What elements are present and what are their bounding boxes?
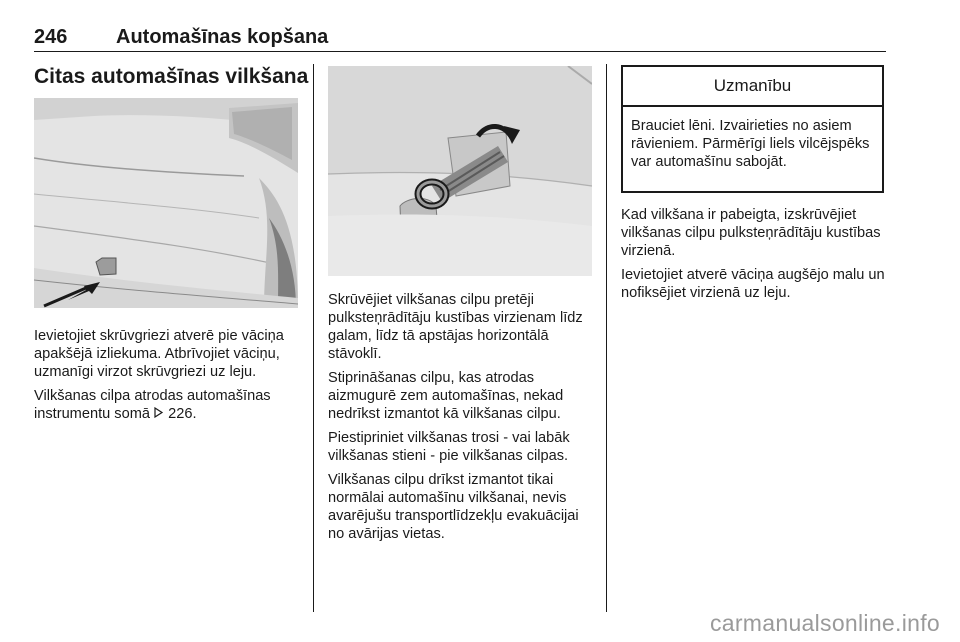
page-number: 246 xyxy=(34,26,68,48)
column-1-text xyxy=(34,327,300,429)
bumper-cover-illustration xyxy=(34,98,298,308)
body-paragraph: Skrūvējiet vilkšanas cilpu pretēji pulksteņrādītāju kustības virzienam līdz galam, līdz tā apstājas horizontālā stāvoklī. xyxy=(328,292,583,362)
header-divider xyxy=(34,51,886,52)
caution-notice-body: Brauciet lēni. Izvairieties no asiem rāvieniem. Pārmērīgi liels vilcējspēks var automašīnu sabojāt. xyxy=(631,118,870,170)
towing-eye-illustration xyxy=(328,66,592,276)
section-title: Citas automašīnas vilkšana xyxy=(34,65,309,88)
page-reference-link[interactable]: 226. xyxy=(168,406,197,422)
body-paragraph: Stiprināšanas cilpu, kas atrodas aizmugurē zem automašīnas, nekad nedrīkst izmantot kā vilkšanas cilpu. xyxy=(328,370,564,422)
watermark-text: carmanualsonline.info xyxy=(709,610,940,636)
page-reference-arrow-icon xyxy=(154,405,164,423)
body-paragraph: Ievietojiet skrūvgriezi atverē pie vāciņa apakšējā izliekuma. Atbrīvojiet vāciņu, uzmanīgi virzot skrūvgriezi uz leju. xyxy=(34,328,284,380)
caution-notice-title: Uzmanību xyxy=(623,67,882,107)
body-text: Vilkšanas cilpa atrodas automašīnas instrumentu somā xyxy=(34,388,271,422)
body-paragraph: Piestipriniet vilkšanas trosi - vai labāk vilkšanas stieni - pie vilkšanas cilpas. xyxy=(328,430,570,464)
body-paragraph: Vilkšanas cilpu drīkst izmantot tikai normālai automašīnu vilkšanai, nevis avarējušu transportlīdzekļu evakuācijai no avārijas vietas. xyxy=(328,472,579,542)
column-divider-2 xyxy=(606,64,607,612)
caution-notice-box xyxy=(621,65,884,193)
page-header xyxy=(34,26,886,50)
body-paragraph: Ievietojiet atverē vāciņa augšējo malu un nofiksējiet virzienā uz leju. xyxy=(621,267,885,301)
column-2-text xyxy=(328,291,594,549)
column-divider-1 xyxy=(313,64,314,612)
body-paragraph xyxy=(34,387,300,423)
body-paragraph: Kad vilkšana ir pabeigta, izskrūvējiet vilkšanas cilpu pulksteņrādītāju kustības virzienā. xyxy=(621,207,881,259)
column-3-text xyxy=(621,206,887,308)
chapter-title: Automašīnas kopšana xyxy=(116,26,329,48)
